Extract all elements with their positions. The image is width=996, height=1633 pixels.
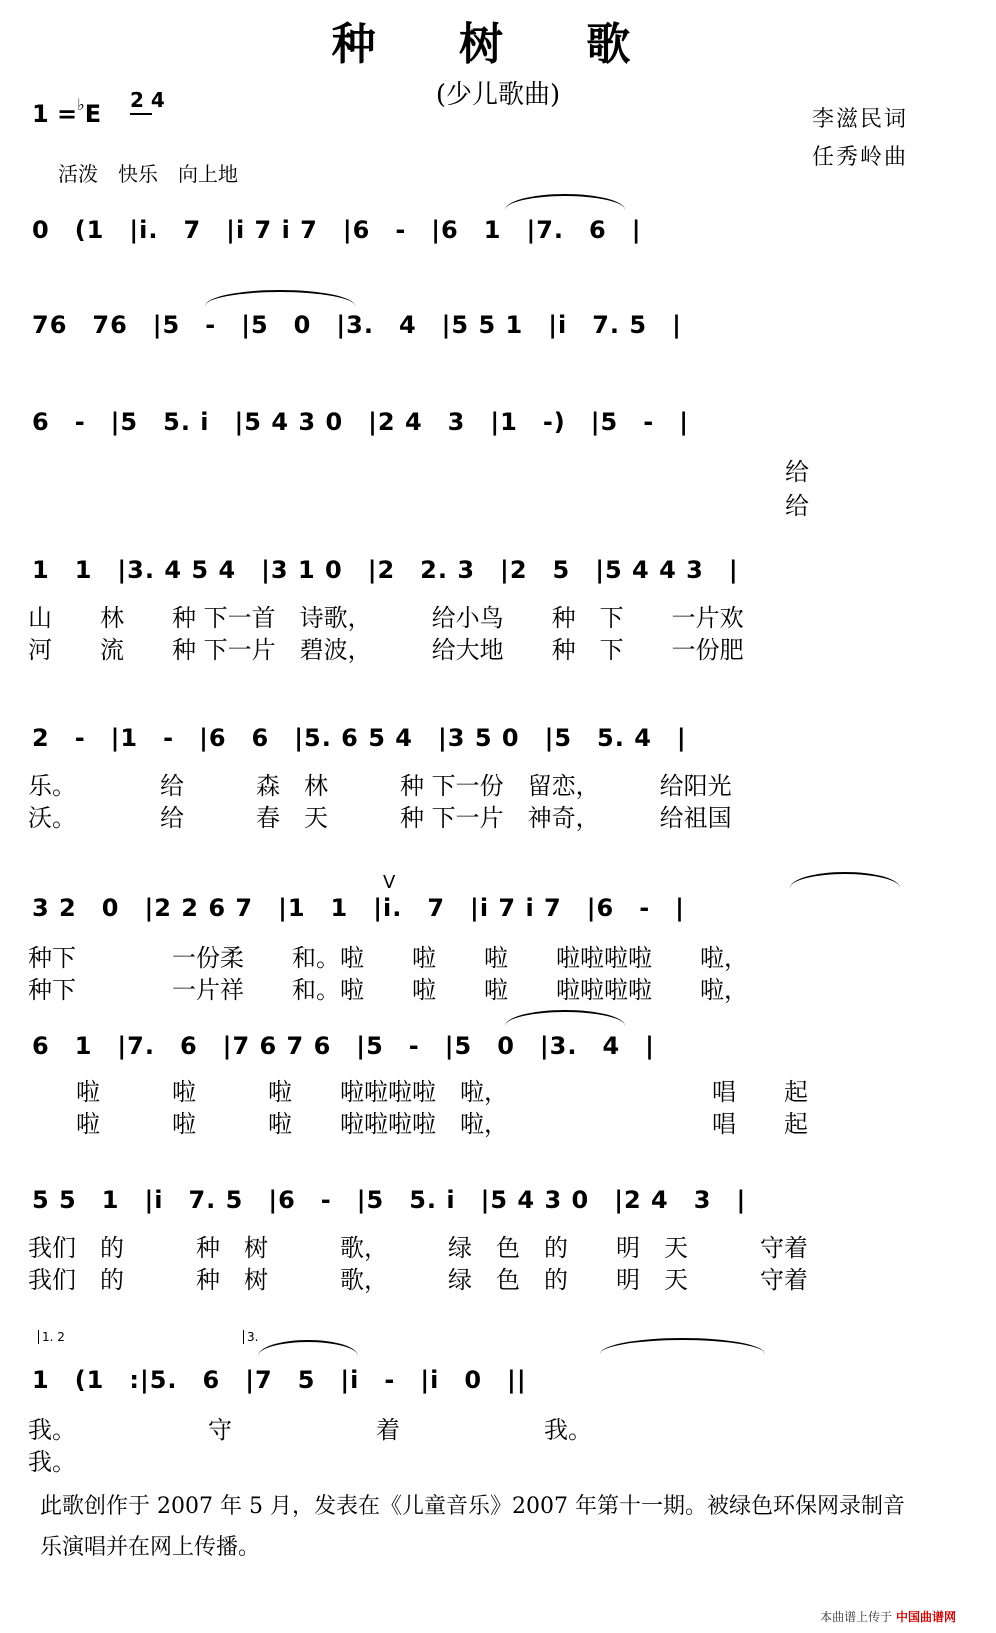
slur <box>505 1010 625 1026</box>
upload-credit-prefix: 本曲谱上传于 <box>820 1610 893 1624</box>
key-label: 1 = <box>32 100 78 128</box>
slur <box>205 290 355 306</box>
song-subtitle: (少儿歌曲) <box>435 80 561 110</box>
lyric-row-4a: 山 林 种 下一首 诗歌， 给小鸟 种 下 一片欢 <box>28 604 744 632</box>
score-row-8: 5 5 1 |i 7. 5 |6 - |5 5. i |5 4 3 0 |2 4 3 | <box>32 1186 747 1214</box>
slur <box>258 1340 358 1356</box>
lyric-row-5b: 沃。 给 春 天 种 下一片 神奇， 给祖国 <box>28 804 732 832</box>
score-row-4: 1 1 |3. 4 5 4 |3 1 0 |2 2. 3 |2 5 |5 4 4 3 | <box>32 556 739 584</box>
lyric-row-9a: 我。 守 着 我。 <box>28 1416 592 1444</box>
score-row-2: 76 76 |5 - |5 0 |3. 4 |5 5 1 |i 7. 5 | <box>32 311 682 339</box>
lyric-row-4b: 河 流 种 下一片 碧波， 给大地 种 下 一份肥 <box>28 636 744 664</box>
volta-1-2: 1. 2 <box>38 1330 65 1344</box>
score-row-3: 6 - |5 5. i |5 4 3 0 |2 4 3 |1 -) |5 - | <box>32 408 689 436</box>
key-note: E <box>84 100 102 128</box>
score-row-5: 2 - |1 - |6 6 |5. 6 5 4 |3 5 0 |5 5. 4 | <box>32 724 687 752</box>
flat-icon: ♭ <box>77 95 85 114</box>
footer-note-line2: 乐演唱并在网上传播。 <box>40 1535 261 1560</box>
time-bottom: 4 <box>150 88 165 112</box>
time-signature <box>130 88 165 112</box>
lyric-row-3b: 给 <box>785 492 809 520</box>
volta-3: 3. <box>243 1330 258 1344</box>
slur <box>600 1338 765 1354</box>
slur <box>790 872 900 888</box>
lyric-row-5a: 乐。 给 森 林 种 下一份 留恋， 给阳光 <box>28 772 732 800</box>
lyric-row-8b: 我们 的 种 树 歌， 绿 色 的 明 天 守着 <box>28 1266 808 1294</box>
score-row-7: 6 1 |7. 6 |7 6 7 6 |5 - |5 0 |3. 4 | <box>32 1032 655 1060</box>
slur <box>505 194 625 210</box>
lyric-row-3a: 给 <box>785 458 809 486</box>
song-title: 种 树 歌 <box>331 19 665 70</box>
upload-credit <box>820 1608 956 1625</box>
site-logo: 中国曲谱网 <box>895 1610 956 1624</box>
lyric-row-7b: 啦 啦 啦 啦啦啦啦 啦， 唱 起 <box>28 1110 808 1138</box>
score-row-1: 0 (1 |i. 7 |i 7 i 7 |6 - |6 1 |7. 6 | <box>32 216 642 244</box>
lyricist-credit: 李滋民词 <box>811 107 908 132</box>
lyric-row-9b: 我。 <box>28 1448 76 1476</box>
lyric-row-7a: 啦 啦 啦 啦啦啦啦 啦， 唱 起 <box>28 1078 808 1106</box>
time-top: 2 <box>130 88 144 112</box>
breath-mark: V <box>383 872 396 893</box>
key-signature <box>32 95 102 128</box>
lyric-row-6a: 种下 一份柔 和。啦 啦 啦 啦啦啦啦 啦， <box>28 944 748 972</box>
footer-note-line1: 此歌创作于 2007 年 5 月，发表在《儿童音乐》2007 年第十一期。被绿色环保网录制音 <box>40 1494 905 1519</box>
lyric-row-8a: 我们 的 种 树 歌， 绿 色 的 明 天 守着 <box>28 1234 808 1262</box>
lyric-row-6b: 种下 一片祥 和。啦 啦 啦 啦啦啦啦 啦， <box>28 976 748 1004</box>
score-row-6: 3 2 0 |2 2 6 7 |1 1 |i. 7 |i 7 i 7 |6 - | <box>32 894 685 922</box>
score-row-9: 1 (1 :|5. 6 |7 5 |i - |i 0 || <box>32 1366 527 1394</box>
tempo-marking: 活泼 快乐 向上地 <box>58 162 238 186</box>
composer-credit: 任秀岭曲 <box>811 145 908 170</box>
